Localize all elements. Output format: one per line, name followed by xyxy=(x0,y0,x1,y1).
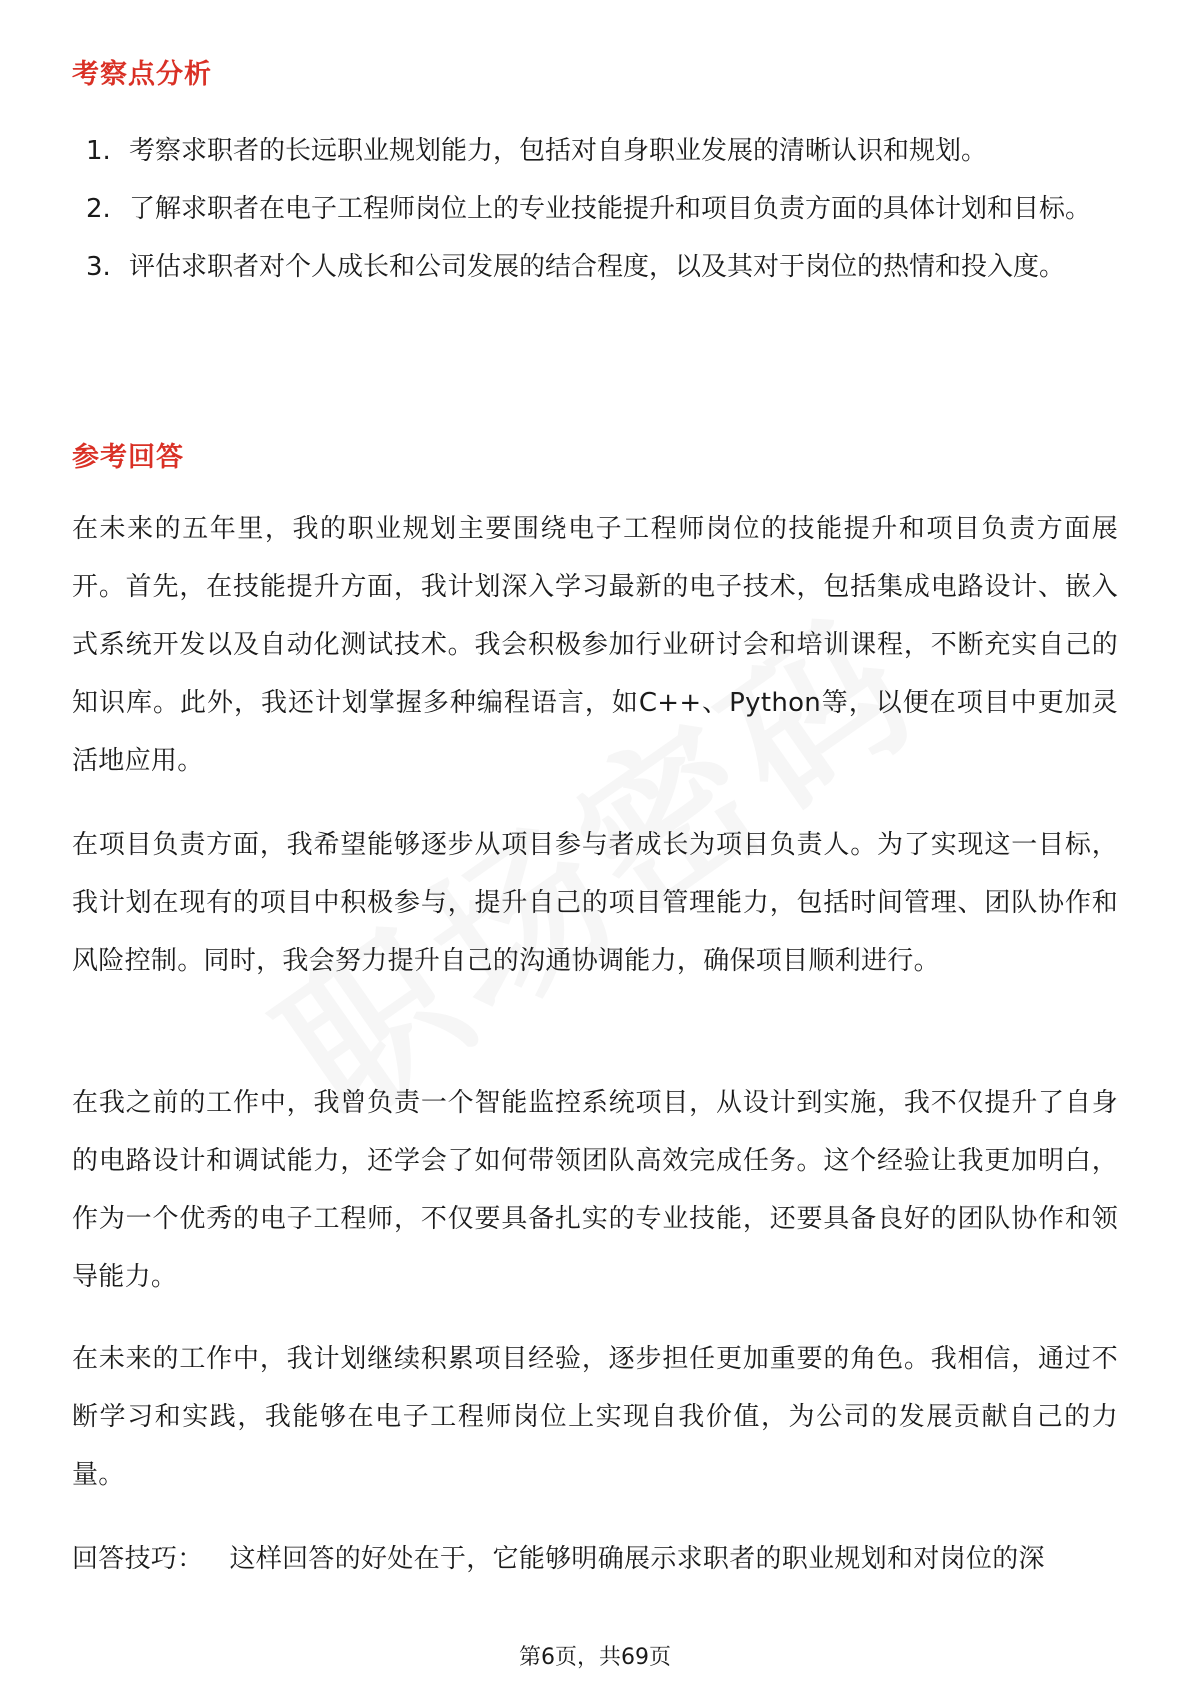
list-item xyxy=(86,238,1116,296)
answer-paragraph: 在项目负责方面，我希望能够逐步从项目参与者成长为项目负责人。为了实现这一目标，我计划在现有的项目中积极参与，提升自己的项目管理能力，包括时间管理、团队协作和风险控制。同时，我会努力提升自己的沟通协调能力，确保项目顺利进行。 xyxy=(72,830,1118,976)
section-heading-answer: 参考回答 xyxy=(72,442,184,473)
answer-paragraph: 在我之前的工作中，我曾负责一个智能监控系统项目，从设计到实施，我不仅提升了自身的电路设计和调试能力，还学会了如何带领团队高效完成任务。这个经验让我更加明白，作为一个优秀的电子工程师，不仅要具备扎实的专业技能，还要具备良好的团队协作和领导能力。 xyxy=(72,1088,1118,1292)
list-item-text: 了解求职者在电子工程师岗位上的专业技能提升和项目负责方面的具体计划和目标。 xyxy=(129,194,1092,224)
answer-paragraph: 在未来的五年里，我的职业规划主要围绕电子工程师岗位的技能提升和项目负责方面展开。首先，在技能提升方面，我计划深入学习最新的电子技术，包括集成电路设计、嵌入式系统开发以及自动化测试技术。我会积极参加行业研讨会和培训课程，不断充实自己的知识库。此外，我还计划掌握多种编程语言，如C++、Python等，以便在项目中更加灵活地应用。 xyxy=(72,514,1118,776)
list-item-number: 3. xyxy=(86,252,111,282)
tip-label: 回答技巧： xyxy=(72,1544,204,1574)
list-item-text: 评估求职者对个人成长和公司发展的结合程度，以及其对于岗位的热情和投入度。 xyxy=(129,252,1066,282)
list-item-number: 2. xyxy=(86,194,111,224)
page-footer: 第6页，共69页 xyxy=(519,1645,671,1670)
list-item-number: 1. xyxy=(86,136,111,166)
answer-tip xyxy=(72,1530,1118,1588)
list-item-text: 考察求职者的长远职业规划能力，包括对自身职业发展的清晰认识和规划。 xyxy=(129,136,988,166)
list-item xyxy=(86,122,1116,180)
document-page xyxy=(72,0,1118,1684)
section-heading-analysis: 考察点分析 xyxy=(72,59,212,90)
analysis-point-list xyxy=(86,122,1116,296)
answer-paragraph: 在未来的工作中，我计划继续积累项目经验，逐步担任更加重要的角色。我相信，通过不断学习和实践，我能够在电子工程师岗位上实现自我价值，为公司的发展贡献自己的力量。 xyxy=(72,1344,1118,1490)
tip-text: 这样回答的好处在于，它能够明确展示求职者的职业规划和对岗位的深 xyxy=(229,1544,1045,1574)
list-item xyxy=(86,180,1116,238)
